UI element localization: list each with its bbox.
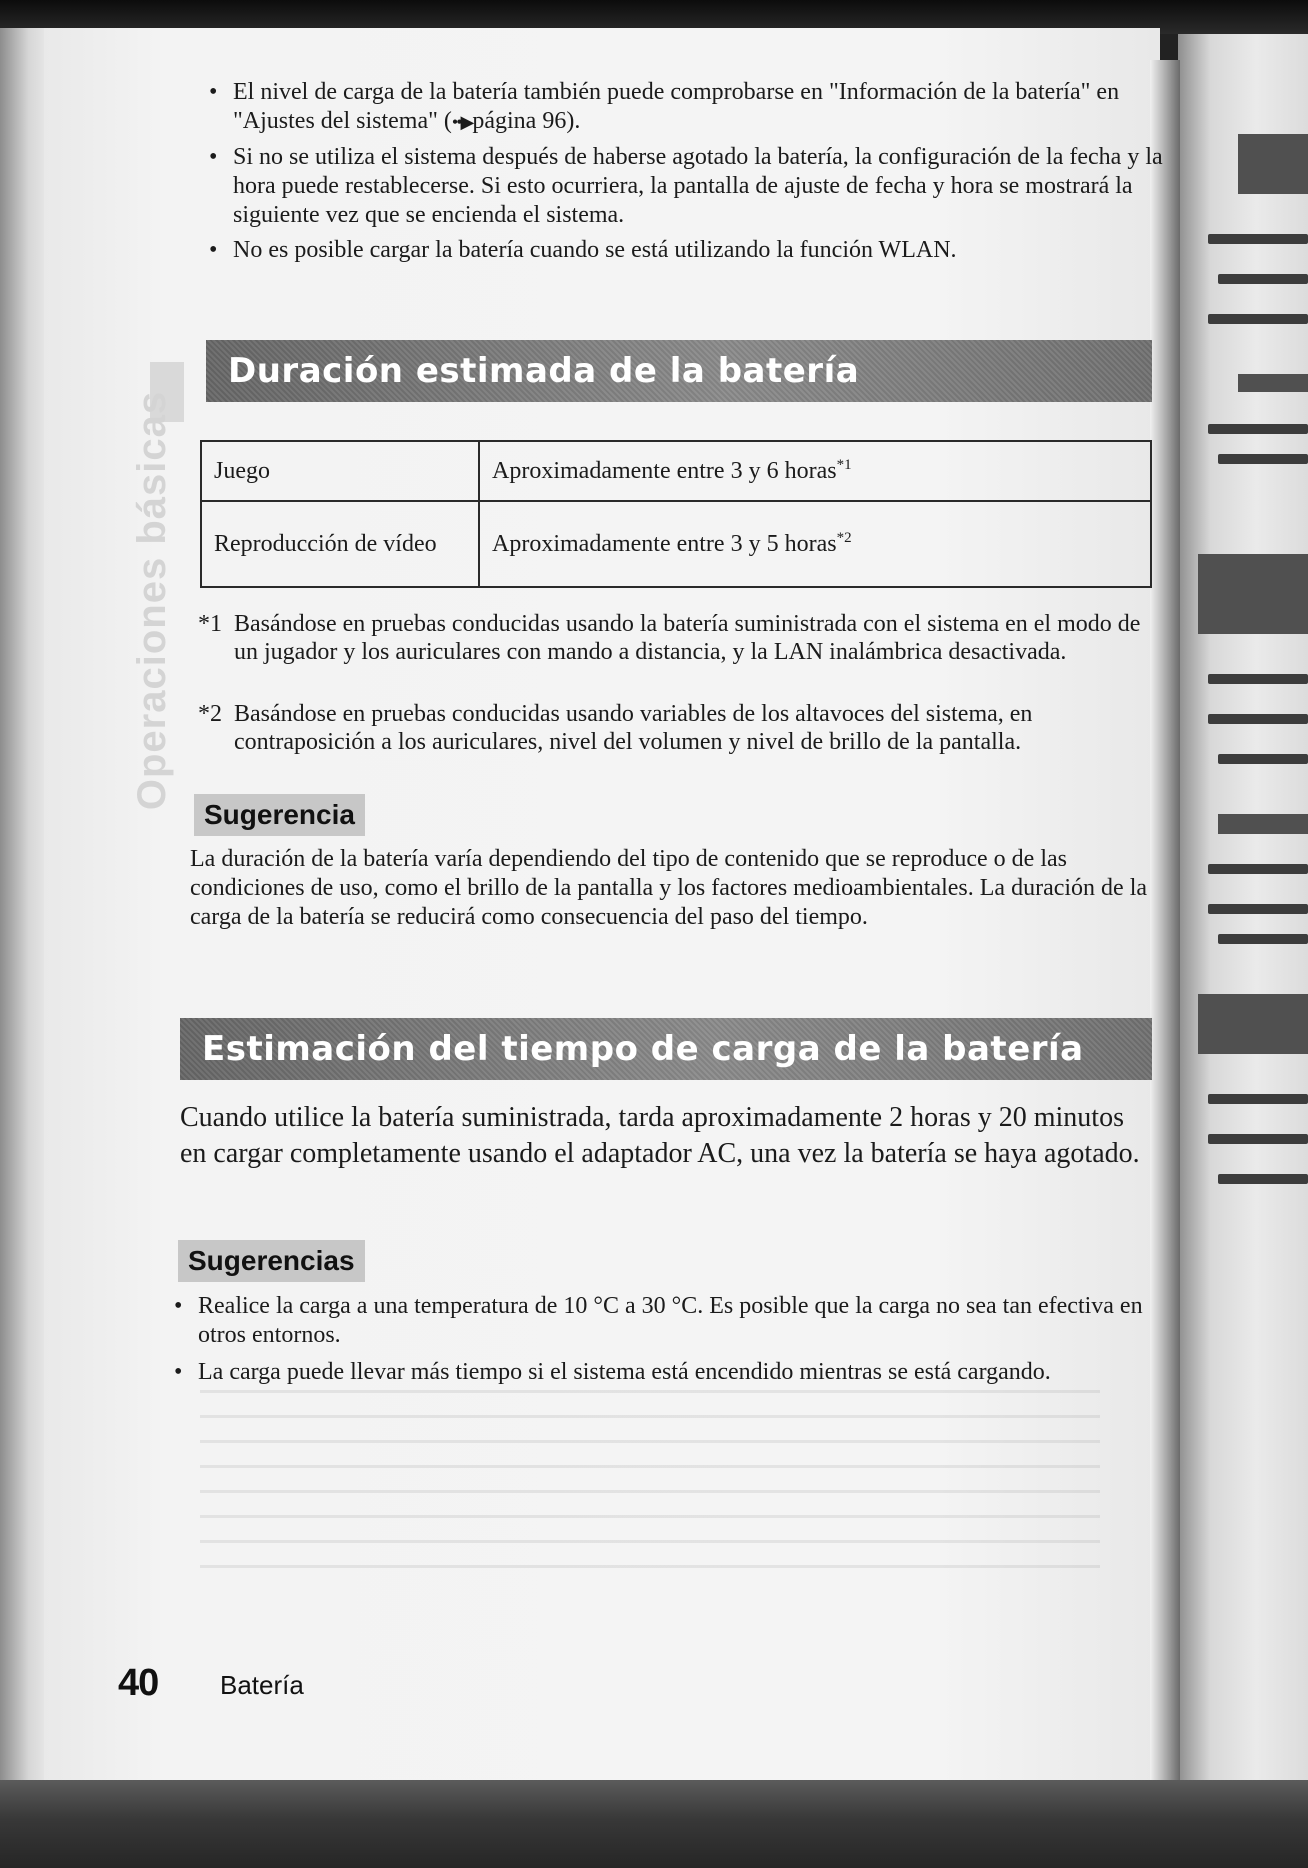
scan-bottom-edge <box>0 1780 1308 1868</box>
facing-page-edge <box>1178 34 1308 1784</box>
side-tab-label: Operaciones básicas <box>130 390 175 810</box>
table-cell-duration: Aproximadamente entre 3 y 5 horas$^{*2}$ <box>479 501 1151 587</box>
intro-bullet-list <box>205 78 1165 271</box>
intro-bullet-3: • No es posible cargar la batería cuando se está utilizando la función WLAN. <box>205 236 1165 265</box>
section-heading-text: Estimación del tiempo de carga de la batería <box>202 1029 1084 1069</box>
table-cell-activity: Reproducción de vídeo <box>201 501 479 587</box>
footer-section-label: Batería <box>220 1670 304 1700</box>
charge-time-text: Cuando utilice la batería suministrada, tarda aproximadamente 2 horas y 20 minutos en cargar completamente usando el adaptador AC, una vez la batería se haya agotado. <box>180 1102 1140 1169</box>
section-heading-charge-time <box>180 1018 1152 1080</box>
footnote-2: *2 Basándose en pruebas conducidas usando variables de los altavoces del sistema, en contraposición a los auriculares, nivel del volumen y nivel de brillo de la pantalla. <box>198 701 1033 755</box>
intro-bullet-2: • Si no se utiliza el sistema después de haberse agotado la batería, la configuración de la fecha y la hora puede restablecerse. Si esto ocurriera, la pantalla de ajuste de fecha y hora se mostrará la siguiente vez que se encienda el sistema. <box>205 143 1165 230</box>
page-reference-link[interactable]: página 96 <box>472 108 567 134</box>
footnote-1: *1 Basándose en pruebas conducidas usando la batería suministrada con el sistema en el modo de un jugador y los auriculares con mando a distancia, y la LAN inalámbrica desactivada. <box>198 611 1141 665</box>
table-row <box>201 501 1151 587</box>
page-reference-arrow-icon: ••▶ <box>451 112 473 132</box>
section-heading-battery-duration <box>206 340 1152 402</box>
footnote-marker: *2 <box>836 530 852 546</box>
side-tab <box>118 360 188 840</box>
section-heading-text: Duración estimada de la batería <box>228 351 860 391</box>
tip-text: La duración de la batería varía dependiendo del tipo de contenido que se reproduce o de las condiciones de uso, como el brillo de la pantalla y los factores medioambientales. La duración de la carga de la batería se reducirá como consecuencia del paso del tiempo. <box>190 846 1148 930</box>
intro-bullet-1: • El nivel de carga de la batería también puede comprobarse en "Información de la batería" en "Ajustes del sistema" (••▶página 96). <box>205 78 1165 137</box>
table-row <box>201 441 1151 501</box>
page-binding-shadow <box>1150 60 1180 1780</box>
show-through-text <box>200 1390 1100 1590</box>
table-cell-activity: Juego <box>201 441 479 501</box>
table-cell-duration: Aproximadamente entre 3 y 6 horas$^{*1}$ <box>479 441 1151 501</box>
tip-heading: Sugerencia <box>194 794 365 836</box>
tips-item: • La carga puede llevar más tiempo si el sistema está encendido mientras se está cargando. <box>170 1358 1155 1387</box>
footnote-marker: *1 <box>836 457 852 473</box>
battery-duration-table <box>200 440 1152 588</box>
page-number: 40 <box>118 1662 159 1704</box>
tips-heading: Sugerencias <box>178 1240 365 1282</box>
tips-item: • Realice la carga a una temperatura de 10 °C a 30 °C. Es posible que la carga no sea tan efectiva en otros entornos. <box>170 1292 1155 1350</box>
tips-list <box>170 1292 1155 1395</box>
